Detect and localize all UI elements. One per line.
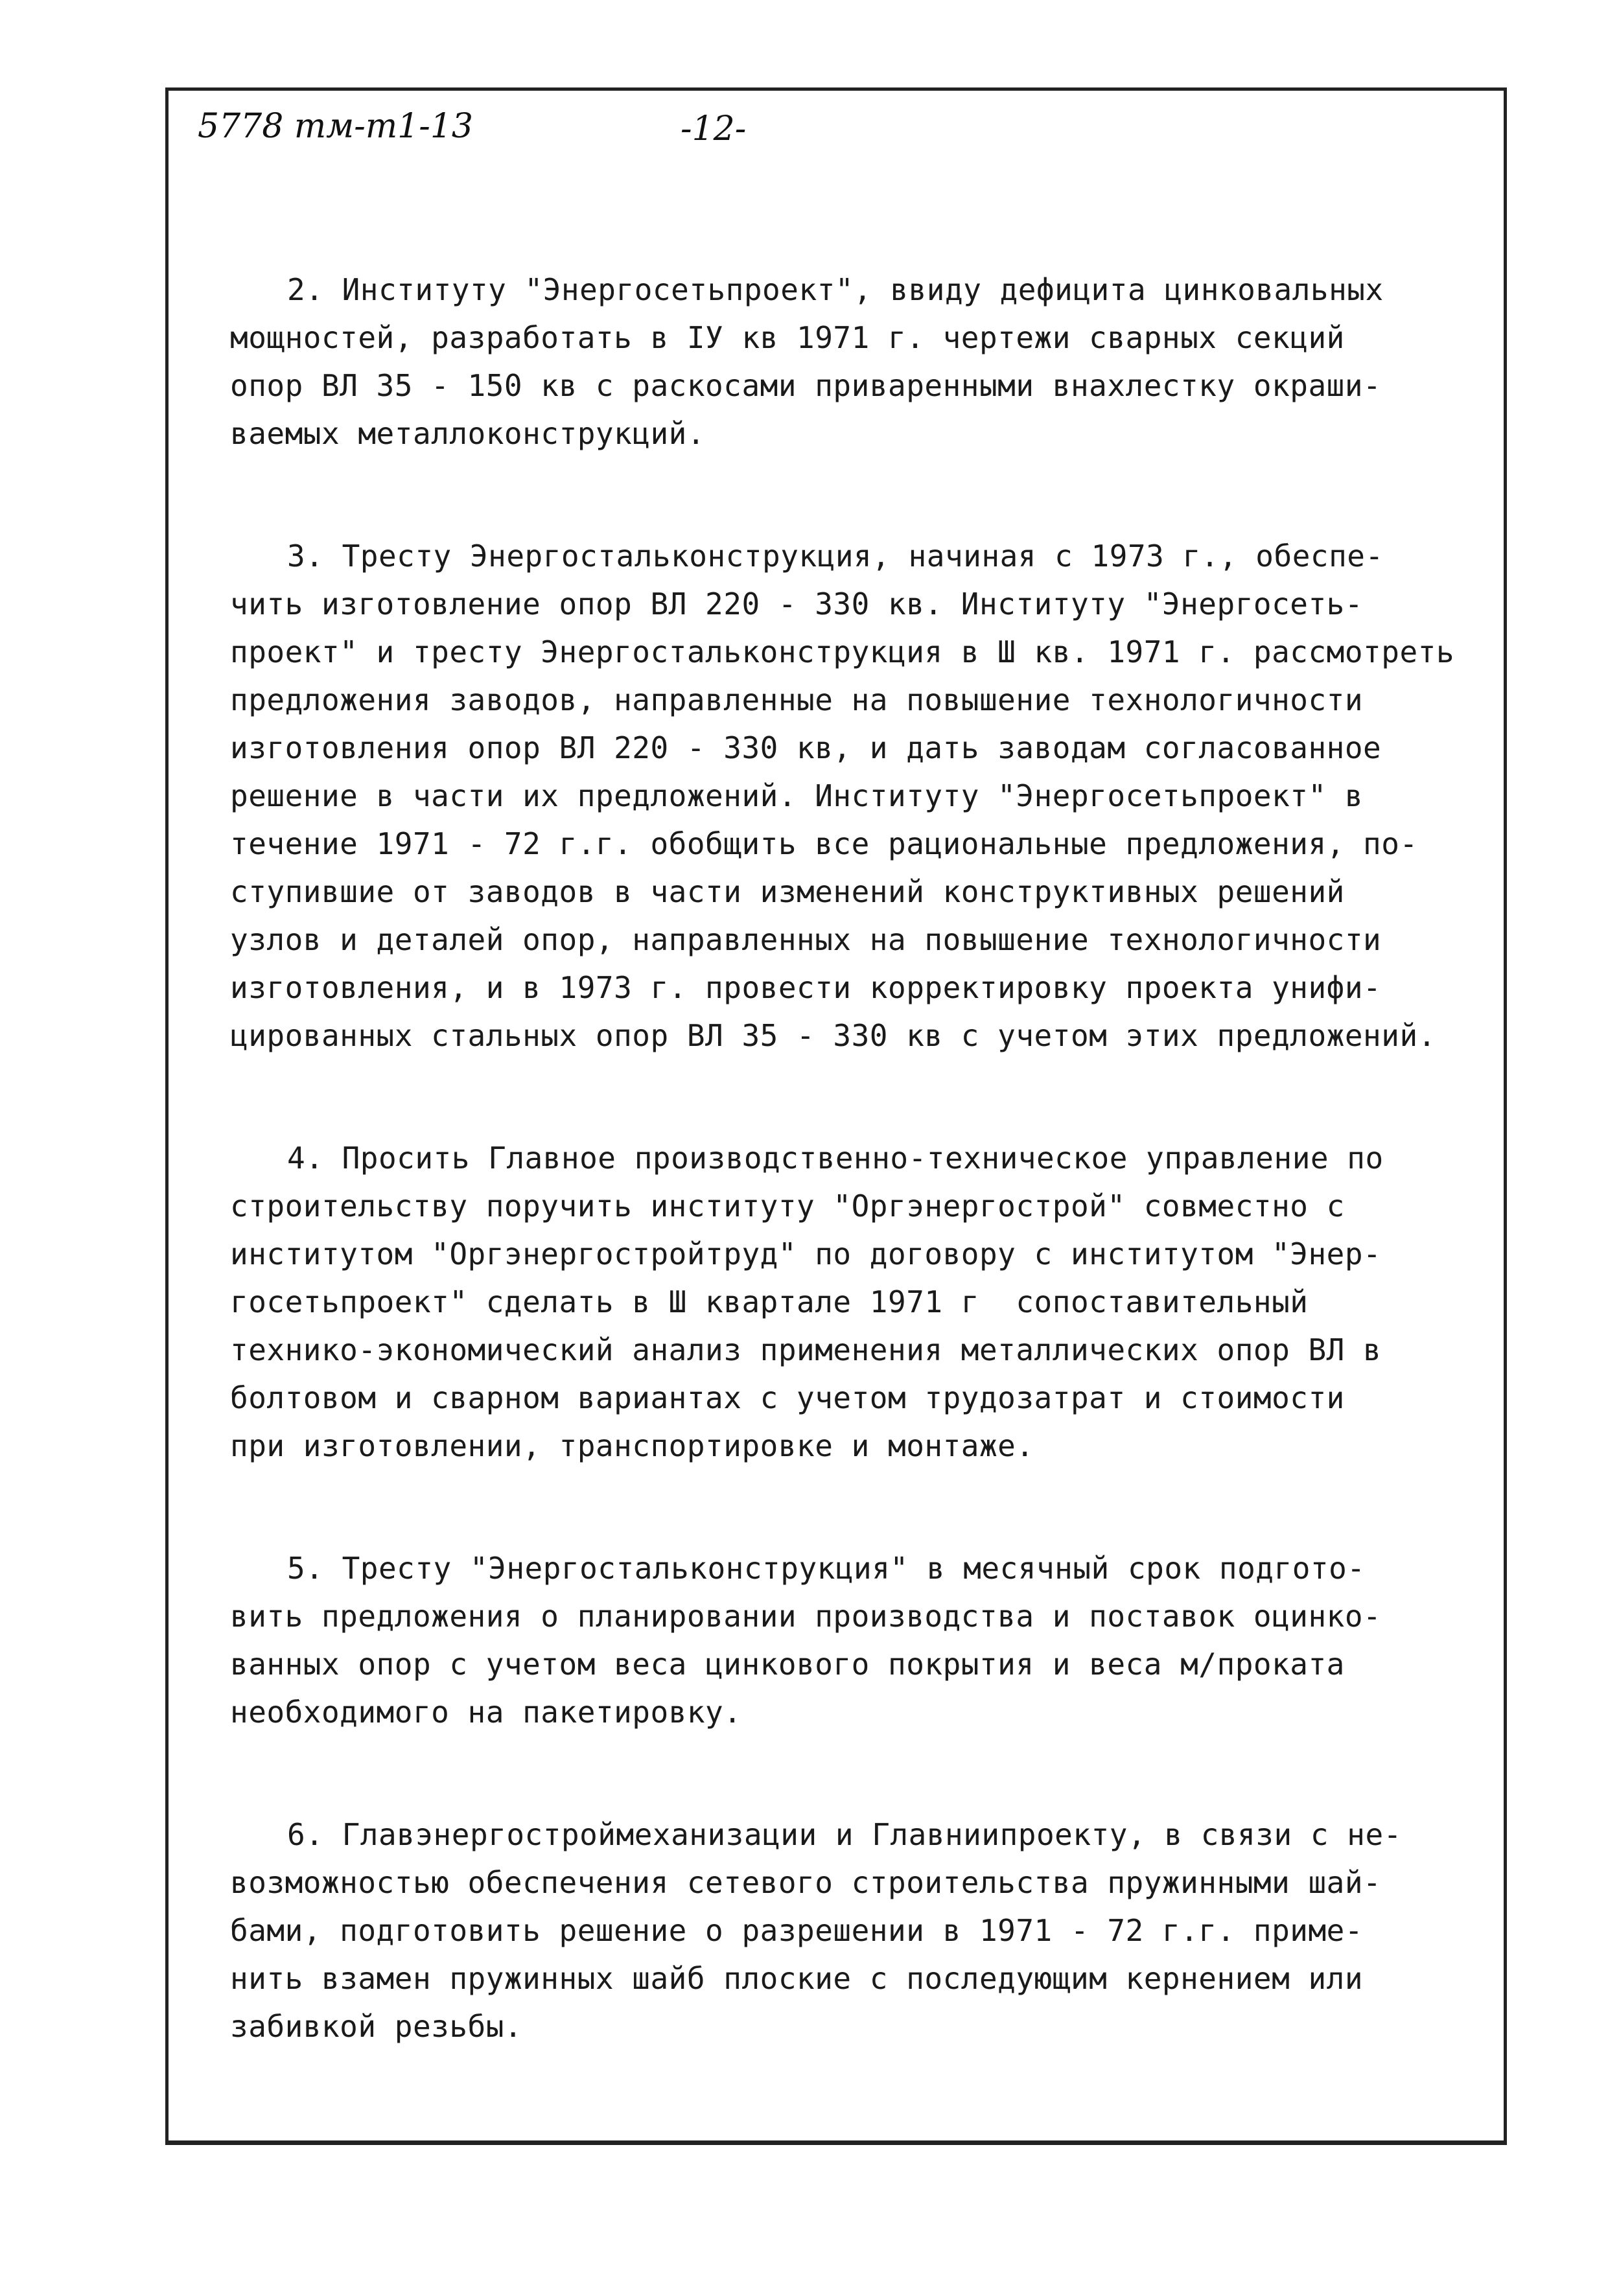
text-line: изготовления опор ВЛ 220 - 330 кв, и дать заводам согласованное: [230, 730, 1382, 765]
text-line: технико-экономический анализ применения металлических опор ВЛ в: [230, 1332, 1382, 1367]
text-line: болтовом и сварном вариантах с учетом трудозатрат и стоимости: [230, 1380, 1345, 1415]
text-line: предложения заводов, направленные на повышение технологичности: [230, 682, 1364, 717]
text-line: необходимого на пакетировку.: [230, 1695, 742, 1730]
text-line: 2. Институту "Энергосетьпроект", ввиду дефицита цинковальных: [287, 272, 1384, 307]
text-line: течение 1971 - 72 г.г. обобщить все рациональные предложения, по-: [230, 826, 1418, 861]
paragraph-4: [230, 1134, 1474, 1470]
text-line: вить предложения о планировании производства и поставок оцинко-: [230, 1599, 1382, 1634]
text-line: возможностью обеспечения сетевого строительства пружинными шай-: [230, 1865, 1382, 1900]
text-line: нить взамен пружинных шайб плоские с последующим кернением или: [230, 1961, 1364, 1996]
text-line: институтом "Оргэнергостройтруд" по договору с институтом "Энер-: [230, 1236, 1382, 1271]
text-line: проект" и тресту Энергостальконструкция в Ш кв. 1971 г. рассмотреть: [230, 634, 1455, 669]
text-line: ваемых металлоконструкций.: [230, 416, 706, 451]
document-body: [230, 266, 1474, 2125]
text-line: узлов и деталей опор, направленных на повышение технологичности: [230, 922, 1382, 957]
page-number: -12-: [681, 110, 747, 148]
text-line: цированных стальных опор ВЛ 35 - 330 кв с учетом этих предложений.: [230, 1018, 1436, 1053]
text-line: ступившие от заводов в части изменений конструктивных решений: [230, 874, 1345, 909]
text-line: чить изготовление опор ВЛ 220 - 330 кв. Институту "Энергосеть-: [230, 586, 1364, 621]
text-line: госетьпроект" сделать в Ш квартале 1971 г сопоставительный: [230, 1284, 1309, 1319]
text-line: 5. Тресту "Энергостальконструкция" в месячный срок подгото-: [287, 1551, 1366, 1586]
paragraph-3: [230, 532, 1474, 1060]
paragraph-2: [230, 266, 1474, 458]
text-line: 6. Главэнергостроймеханизации и Главниипроекту, в связи с не-: [287, 1817, 1402, 1852]
text-line: бами, подготовить решение о разрешении в 1971 - 72 г.г. приме-: [230, 1913, 1364, 1948]
text-line: забивкой резьбы.: [230, 2009, 523, 2044]
text-line: изготовления, и в 1973 г. провести корректировку проекта унифи-: [230, 970, 1382, 1005]
text-line: при изготовлении, транспортировке и монтаже.: [230, 1428, 1034, 1463]
paragraph-5: [230, 1544, 1474, 1736]
text-line: решение в части их предложений. Институту "Энергосетьпроект" в: [230, 778, 1364, 813]
text-line: мощностей, разработать в IУ кв 1971 г. чертежи сварных секций: [230, 320, 1345, 355]
text-line: опор ВЛ 35 - 150 кв с раскосами приваренными внахлестку окраши-: [230, 368, 1382, 403]
text-line: ванных опор с учетом веса цинкового покрытия и веса м/проката: [230, 1647, 1345, 1682]
text-line: 3. Тресту Энергостальконструкция, начиная с 1973 г., обеспе-: [287, 539, 1384, 574]
text-line: 4. Просить Главное производственно-техническое управление по: [287, 1141, 1384, 1176]
document-code: 5778 тм-т1-13: [198, 107, 473, 146]
text-line: строительству поручить институту "Оргэнергострой" совместно с: [230, 1189, 1345, 1223]
paragraph-6: [230, 1811, 1474, 2050]
